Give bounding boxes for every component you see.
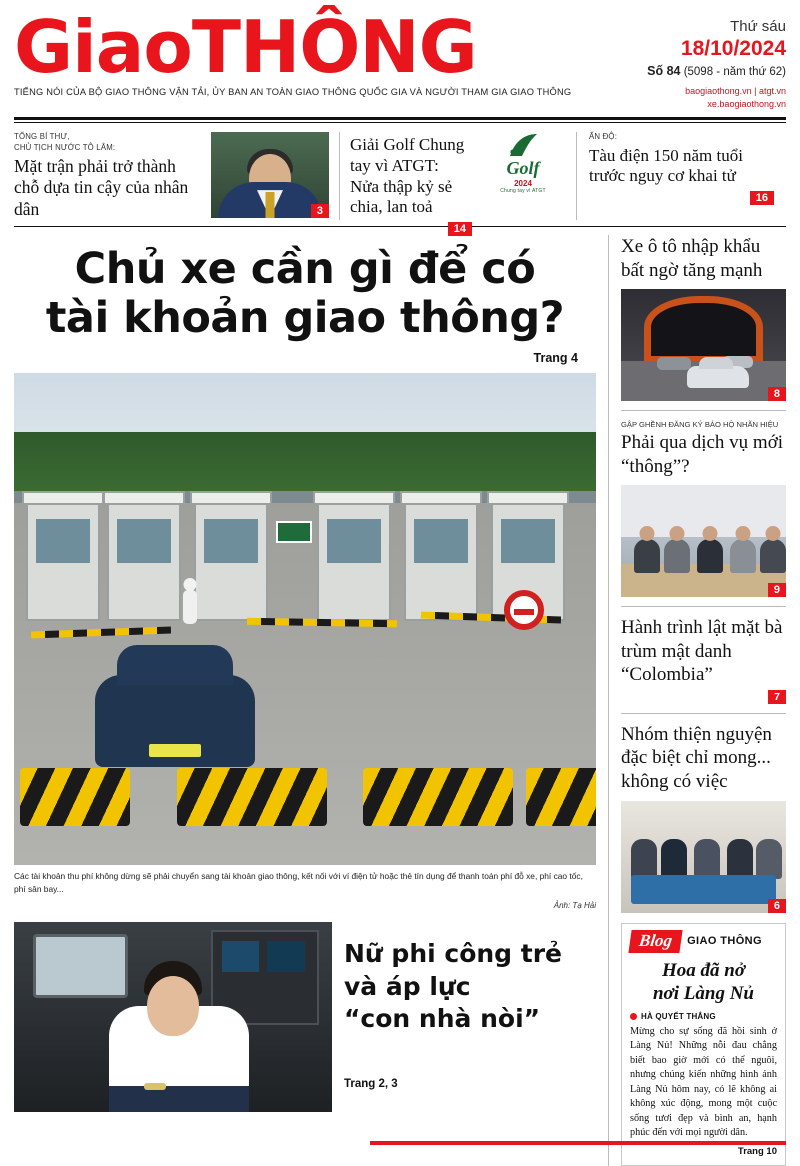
bottom-headline-line3: “con nhà nòi” — [344, 1004, 541, 1034]
teaser-kicker: ẤN ĐỘ: — [589, 132, 618, 142]
teaser-photo — [211, 132, 329, 218]
right-item-headline[interactable]: Nhóm thiện nguyện đặc biệt chỉ mong... không có việc — [621, 723, 772, 793]
charity-group-photo — [621, 801, 786, 913]
right-item-page-badge[interactable]: 6 — [768, 899, 786, 913]
right-item-page-badge[interactable]: 9 — [768, 583, 786, 597]
teaser-headline[interactable]: Giải Golf Chung tay vì ATGT: Nửa thập kỷ sẻ chia, lan toả — [350, 135, 465, 217]
blog-author — [622, 1005, 785, 1025]
right-item-page-badge[interactable]: 8 — [768, 387, 786, 401]
bottom-feature-photo — [14, 922, 332, 1112]
bullet-dot-icon — [630, 1013, 637, 1020]
teaser-headline[interactable]: Tàu điện 150 năm tuổi trước nguy cơ khai tử — [589, 145, 743, 186]
masthead-divider-thin — [14, 122, 786, 123]
publication-tagline: TIẾNG NÓI CỦA BỘ GIAO THÔNG VẬN TẢI, ỦY BAN AN TOÀN GIAO THÔNG QUỐC GIA VÀ NGƯỜI THAM GIA GIAO THÔNG — [14, 87, 572, 98]
blog-headline-line1: Hoa đã nở — [661, 959, 746, 981]
footer-red-bar — [370, 1141, 786, 1145]
website-link-secondary[interactable]: xe.baogiaothong.vn — [707, 99, 786, 110]
right-item-photo — [621, 485, 786, 597]
lead-headline[interactable] — [14, 235, 596, 345]
teaser-kicker — [14, 132, 203, 153]
right-divider — [621, 713, 786, 714]
blog-badge: Blog — [628, 930, 682, 953]
publication-logo: GiaoTHÔNG — [14, 5, 477, 89]
golf-logo-icon — [480, 132, 566, 194]
lead-page-reference[interactable]: Trang 4 — [533, 351, 578, 366]
blog-header — [622, 924, 785, 955]
teaser-text — [350, 132, 472, 236]
masthead — [14, 0, 786, 111]
left-column — [14, 235, 608, 1166]
teaser-text — [589, 132, 774, 220]
teaser-divider — [14, 226, 786, 227]
right-column — [608, 235, 786, 1166]
teaser-india-tram[interactable] — [576, 132, 774, 220]
website-links — [596, 85, 786, 111]
blog-body-text: Mừng cho sự sống đã hồi sinh ở Làng Nủ! Những nỗi đau chẳng biết bao giờ mới có thể nguôi, nhưng chúng kiến những hình ảnh Làng Nủ hôm nay, có lẽ không ai không xúc động, mong một cuộc sống tươi đẹp và bình an, hạnh phúc đến với mọi người dân. — [630, 1025, 777, 1139]
lead-headline-line2: tài khoản giao thông? — [45, 293, 565, 344]
blog-label: GIAO THÔNG — [687, 935, 762, 948]
office-service-desk-photo — [621, 485, 786, 597]
main-content — [14, 235, 786, 1166]
issue-number-detail: (5098 - năm thứ 62) — [683, 66, 786, 78]
teaser-strip — [14, 132, 786, 236]
golf-swing-icon — [506, 132, 540, 158]
bottom-feature-headline[interactable] — [344, 938, 596, 1036]
teaser-headline[interactable]: Mặt trận phải trở thành chỗ dựa tin cậy của nhân dân — [14, 156, 189, 219]
lead-headline-line1: Chủ xe cần gì để có — [74, 244, 536, 295]
blog-author-name: HÀ QUYẾT THẮNG — [641, 1011, 716, 1021]
teaser-golf[interactable] — [339, 132, 576, 236]
right-divider — [621, 410, 786, 411]
female-pilot-photo — [14, 922, 332, 1112]
golf-badge-sub: Chung tay vì ATGT — [500, 188, 546, 195]
toll-plaza-photo — [14, 373, 596, 865]
issue-number-label: Số 84 — [647, 64, 681, 78]
bottom-headline-line2: và áp lực — [344, 971, 471, 1001]
bottom-feature[interactable] — [14, 922, 596, 1112]
right-item-headline[interactable]: Xe ô tô nhập khẩu bất ngờ tăng mạnh — [621, 236, 763, 281]
right-item-kicker: GẬP GHỀNH ĐĂNG KÝ BẢO HỘ NHÃN HIỆU — [621, 420, 779, 430]
right-item-page-badge[interactable]: 7 — [768, 690, 786, 704]
teaser-kicker-line1: TỔNG BÍ THƯ, — [14, 132, 70, 142]
issue-date: 18/10/2024 — [680, 37, 786, 60]
bottom-feature-text — [344, 922, 596, 1112]
blog-page-reference[interactable]: Trang 10 — [737, 1145, 777, 1157]
website-link-primary[interactable]: baogiaothong.vn | atgt.vn — [685, 86, 786, 96]
teaser-page-badge[interactable]: 16 — [750, 191, 774, 205]
masthead-right — [596, 14, 786, 111]
right-item-photo — [621, 289, 786, 401]
right-item-headline[interactable]: Phải qua dịch vụ mới “thông”? — [621, 432, 784, 477]
masthead-left — [14, 5, 596, 98]
golf-badge-year: 2024 — [514, 179, 532, 189]
bottom-feature-page-reference[interactable]: Trang 2, 3 — [344, 1077, 398, 1090]
golf-badge-word: Golf — [506, 158, 540, 179]
bottom-headline-line1: Nữ phi công trẻ — [344, 939, 563, 969]
teaser-text — [14, 132, 203, 220]
right-item-headline[interactable]: Hành trình lật mặt bà trùm mật danh “Colombia” — [621, 617, 783, 686]
lead-photo — [14, 373, 596, 865]
blog-box[interactable] — [621, 923, 786, 1166]
right-item-colombia[interactable] — [621, 616, 786, 704]
lead-photo-caption: Các tài khoản thu phí không dừng sẽ phải chuyển sang tài khoản giao thông, kết nối với ví điện tử hoặc thẻ tín dụng để thanh toán phí đỗ xe, phí cao tốc, phí sân bay... — [14, 871, 583, 894]
lead-photo-credit: Ảnh: Tạ Hải — [553, 901, 596, 911]
right-item-trademark[interactable] — [621, 420, 786, 597]
blog-headline[interactable] — [622, 955, 785, 1005]
teaser-kicker-line2: CHỦ TỊCH NƯỚC TÔ LÂM: — [14, 142, 116, 152]
right-item-photo — [621, 801, 786, 913]
teaser-page-badge[interactable]: 14 — [448, 222, 472, 236]
issue-weekday: Thứ sáu — [730, 18, 786, 35]
masthead-divider-thick — [14, 117, 786, 120]
right-item-imported-cars[interactable] — [621, 235, 786, 401]
tunnel-cars-photo — [621, 289, 786, 401]
right-item-charity[interactable] — [621, 723, 786, 913]
issue-number — [596, 64, 786, 78]
right-divider — [621, 606, 786, 607]
blog-headline-line2: nơi Làng Nủ — [652, 982, 754, 1004]
teaser-to-lam[interactable] — [14, 132, 339, 220]
teaser-page-badge[interactable]: 3 — [311, 204, 329, 218]
